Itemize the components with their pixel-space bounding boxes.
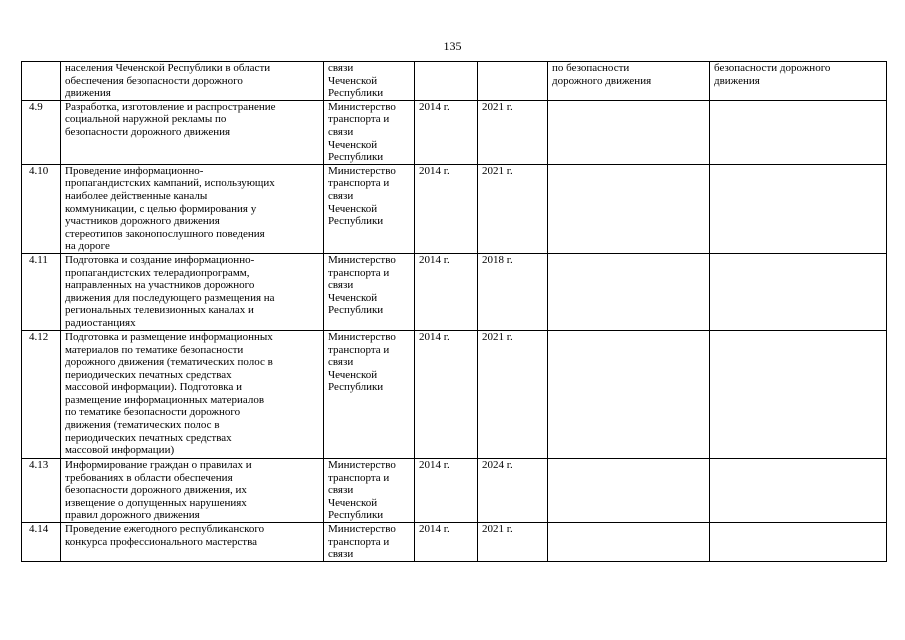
expected-result: по безопасности дорожного движения	[548, 62, 710, 101]
row-number	[22, 62, 61, 101]
table-row	[22, 330, 887, 458]
expected-result	[548, 100, 710, 164]
end-year	[478, 62, 548, 101]
measure-description: Проведение ежегодного республиканского конкурса профессионального мастерства	[61, 522, 324, 561]
end-year: 2018 г.	[478, 253, 548, 330]
expected-result	[548, 330, 710, 458]
end-year: 2021 г.	[478, 100, 548, 164]
measure-description: Информирование граждан о правилах и требованиях в области обеспечения безопасности дорожного движения, их извещение о допущенных нарушениях правил дорожного движения	[61, 458, 324, 522]
related-indicator	[710, 100, 887, 164]
table-row	[22, 522, 887, 561]
start-year	[415, 62, 478, 101]
expected-result	[548, 164, 710, 253]
measure-description: Подготовка и создание информационно- пропагандистских телерадиопрограмм, направленных на участников дорожного движения для последующего размещения на региональных телевизионных каналах и радиостанциях	[61, 253, 324, 330]
table-row	[22, 253, 887, 330]
related-indicator	[710, 522, 887, 561]
page-number: 135	[443, 39, 462, 53]
executor: Министерство транспорта и связи Чеченской Республики	[324, 330, 415, 458]
expected-result	[548, 253, 710, 330]
start-year: 2014 г.	[415, 253, 478, 330]
related-indicator: безопасности дорожного движения	[710, 62, 887, 101]
measure-description: Разработка, изготовление и распространение социальной наружной рекламы по безопасности дорожного движения	[61, 100, 324, 164]
related-indicator	[710, 458, 887, 522]
executor: Министерство транспорта и связи Чеченской Республики	[324, 164, 415, 253]
program-measures-table	[21, 61, 887, 562]
start-year: 2014 г.	[415, 164, 478, 253]
row-number: 4.9	[22, 100, 61, 164]
end-year: 2021 г.	[478, 330, 548, 458]
executor: Министерство транспорта и связи Чеченской Республики	[324, 253, 415, 330]
table-row	[22, 458, 887, 522]
start-year: 2014 г.	[415, 100, 478, 164]
row-number: 4.12	[22, 330, 61, 458]
row-number: 4.13	[22, 458, 61, 522]
row-number: 4.10	[22, 164, 61, 253]
start-year: 2014 г.	[415, 330, 478, 458]
expected-result	[548, 458, 710, 522]
executor: Министерство транспорта и связи Чеченской Республики	[324, 100, 415, 164]
related-indicator	[710, 253, 887, 330]
table-row	[22, 62, 887, 101]
end-year: 2021 г.	[478, 522, 548, 561]
table-row	[22, 164, 887, 253]
executor: Министерство транспорта и связи	[324, 522, 415, 561]
table-row	[22, 100, 887, 164]
executor: связи Чеченской Республики	[324, 62, 415, 101]
expected-result	[548, 522, 710, 561]
measure-description: Подготовка и размещение информационных материалов по тематике безопасности дорожного движения (тематических полос в периодических печатных средствах массовой информации). Подготовка и размещение информационных материалов по тематике безопасности дорожного движения (тематических полос в периодических печатных средствах массовой информации)	[61, 330, 324, 458]
related-indicator	[710, 330, 887, 458]
end-year: 2024 г.	[478, 458, 548, 522]
related-indicator	[710, 164, 887, 253]
row-number: 4.11	[22, 253, 61, 330]
start-year: 2014 г.	[415, 458, 478, 522]
end-year: 2021 г.	[478, 164, 548, 253]
row-number: 4.14	[22, 522, 61, 561]
start-year: 2014 г.	[415, 522, 478, 561]
measure-description: Проведение информационно- пропагандистских кампаний, использующих наиболее действенные каналы коммуникации, с целью формирования у участников дорожного движения стереотипов законопослушного поведения на дороге	[61, 164, 324, 253]
measure-description: населения Чеченской Республики в области обеспечения безопасности дорожного движения	[61, 62, 324, 101]
executor: Министерство транспорта и связи Чеченской Республики	[324, 458, 415, 522]
